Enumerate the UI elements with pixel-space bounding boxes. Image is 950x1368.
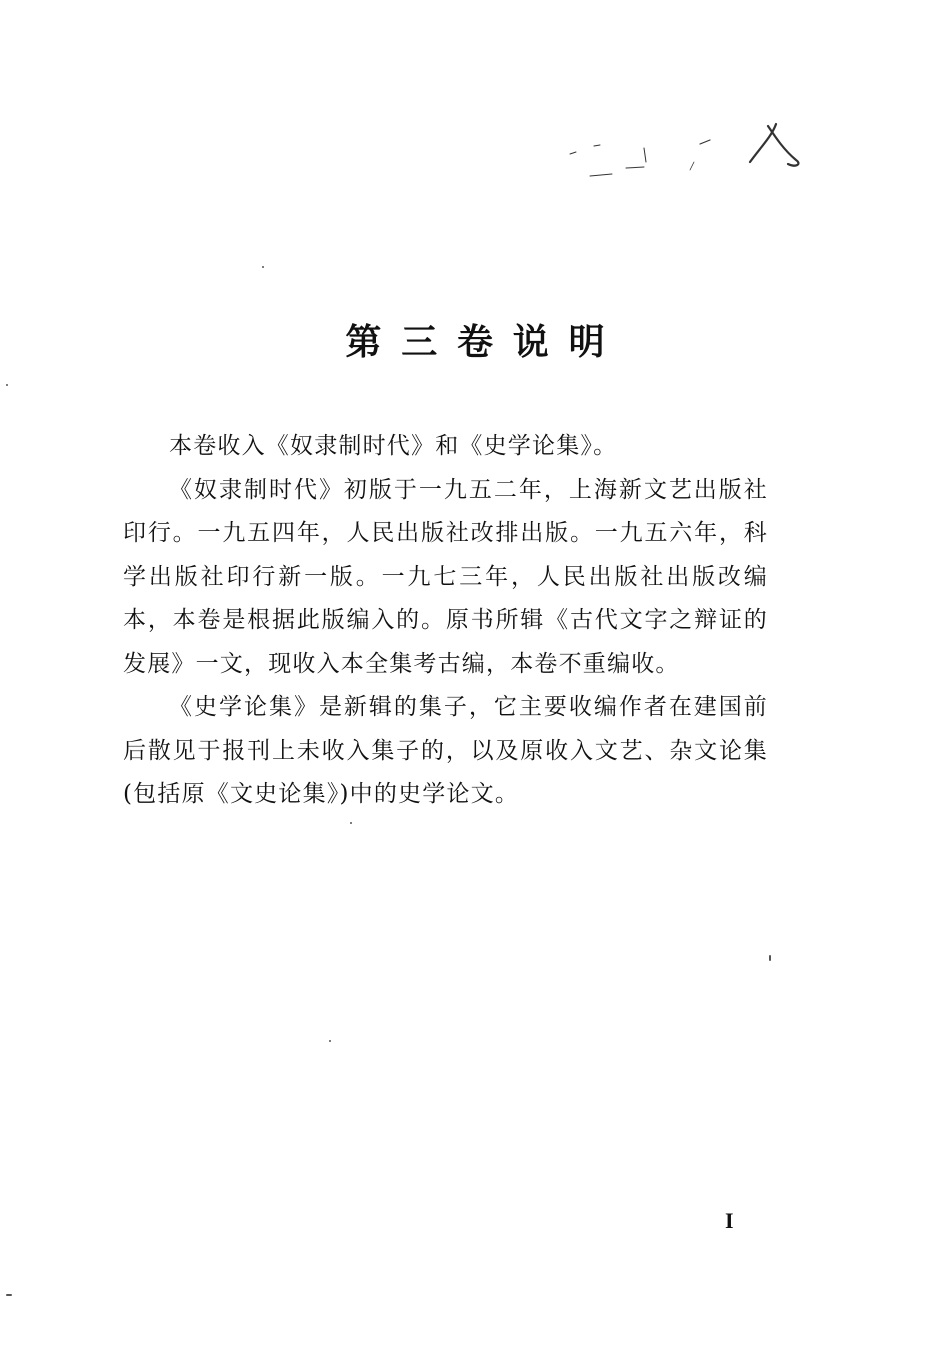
scan-speck xyxy=(6,384,8,386)
scan-speck xyxy=(6,1294,12,1296)
scan-speck xyxy=(769,955,771,961)
paragraph: 《史学论集》是新辑的集子，它主要收编作者在建国前后散见于报刊上未收入集子的，以及原收入文艺、杂文论集(包括原《文史论集》)中的史学论文。 xyxy=(123,694,768,807)
scan-speck xyxy=(329,1040,331,1042)
paragraph: 《奴隶制时代》初版于一九五二年，上海新文艺出版社印行。一九五四年，人民出版社改排出版。一九五六年，科学出版社印行新一版。一九七三年，人民出版社出版改编本，本卷是根据此版编入的。原书所辑《古代文字之辩证的发展》一文，现收入本全集考古编，本卷不重编收。 xyxy=(123,476,768,677)
handwritten-mark xyxy=(560,118,810,198)
body-text xyxy=(123,425,768,817)
scan-speck xyxy=(262,266,264,268)
page-number: I xyxy=(725,1208,734,1233)
paragraph: 本卷收入《奴隶制时代》和《史学论集》。 xyxy=(169,433,618,459)
scan-speck xyxy=(350,822,352,824)
page-title: 第三卷说明 xyxy=(345,321,625,363)
